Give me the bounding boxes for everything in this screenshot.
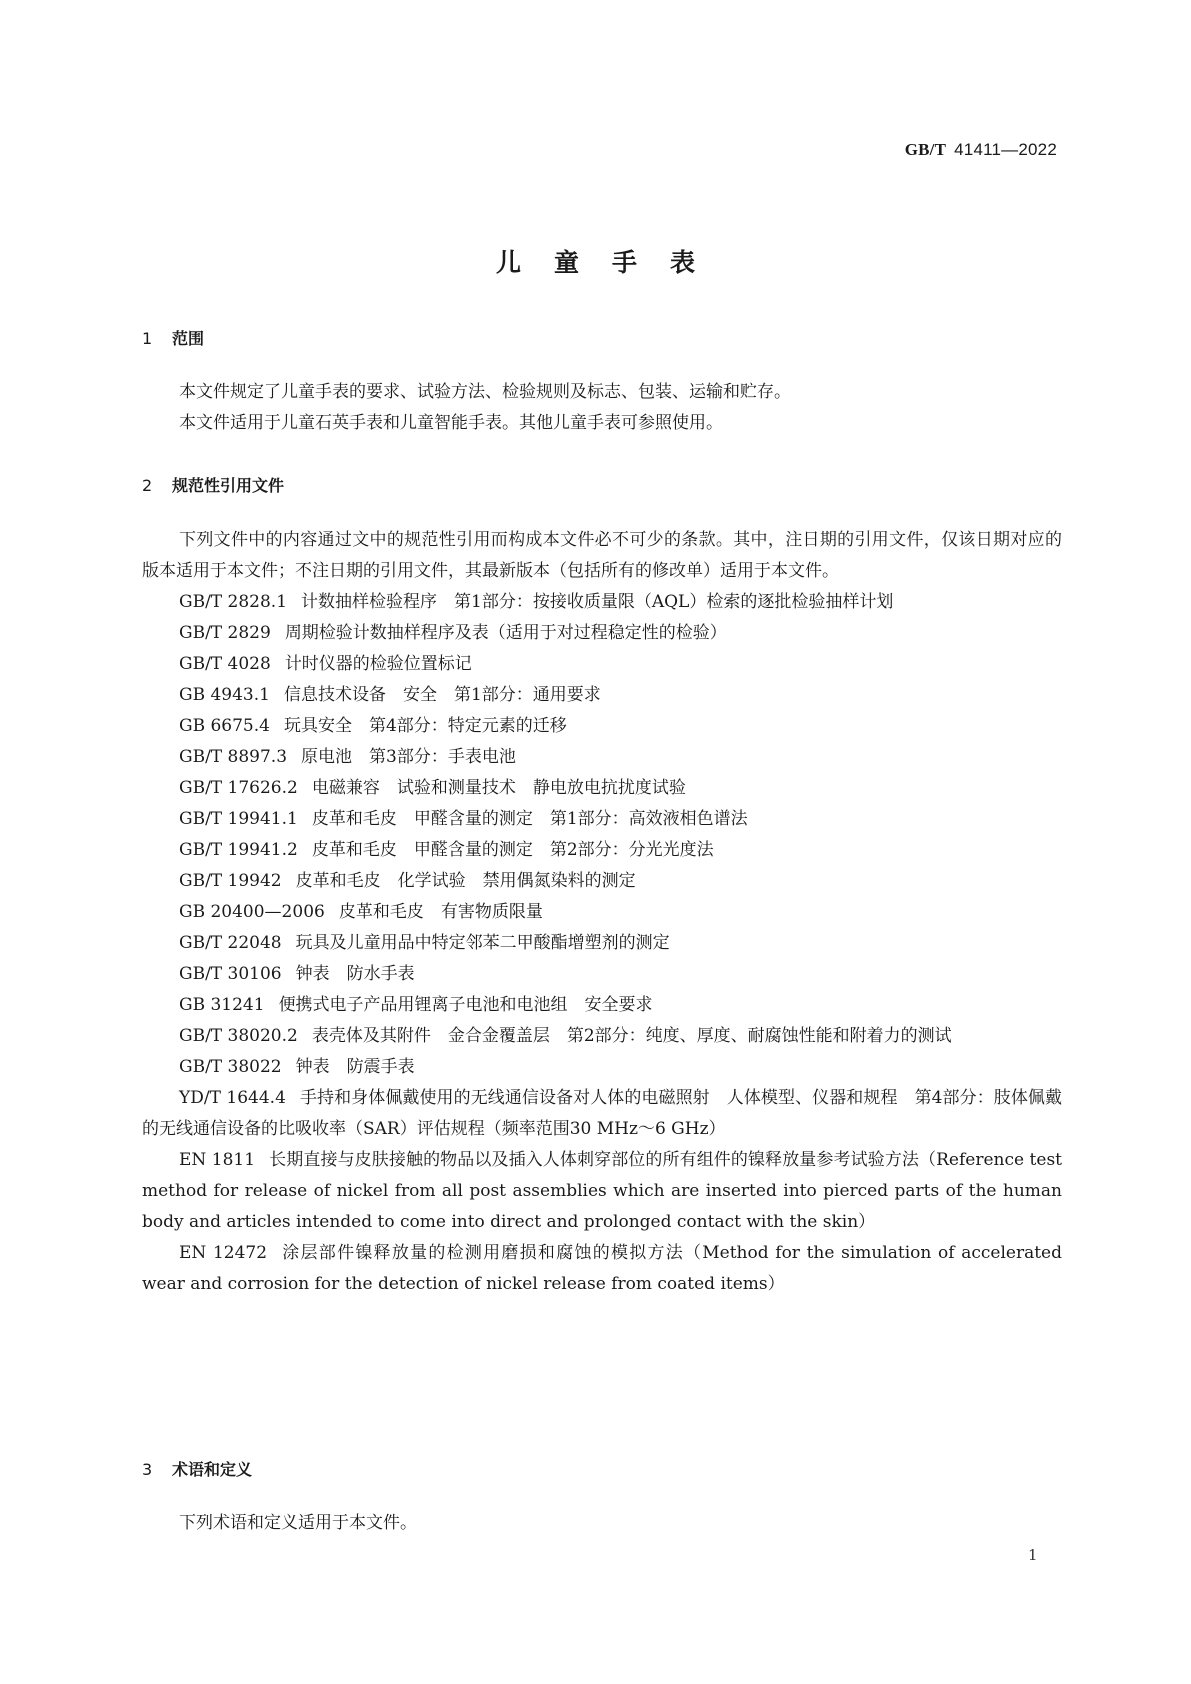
reference-code: EN 12472	[179, 1243, 268, 1263]
section-title: 规范性引用文件	[172, 476, 285, 495]
reference-title: 周期检验计数抽样程序及表（适用于对过程稳定性的检验）	[284, 623, 727, 643]
reference-code: GB 31241	[179, 995, 265, 1015]
reference-item	[142, 959, 1062, 990]
paragraph: 本文件规定了儿童手表的要求、试验方法、检验规则及标志、包装、运输和贮存。	[179, 382, 791, 402]
reference-item	[142, 711, 1062, 742]
reference-title: 皮革和毛皮 甲醛含量的测定 第1部分：高效液相色谱法	[311, 809, 748, 829]
reference-code: GB/T 38020.2	[179, 1026, 298, 1046]
reference-title: 涂层部件镍释放量的检测用磨损和腐蚀的模拟方法（Method for the simulation of accelerated wear and corrosion for the detection of nickel release from coated items）	[142, 1243, 1062, 1294]
reference-title: 计数抽样检验程序 第1部分：按接收质量限（AQL）检索的逐批检验抽样计划	[301, 592, 894, 612]
section-heading-scope	[142, 326, 204, 349]
reference-item	[142, 804, 1062, 835]
reference-code: GB/T 17626.2	[179, 778, 298, 798]
reference-list	[142, 587, 1062, 1300]
reference-item	[142, 866, 1062, 897]
reference-code: EN 1811	[179, 1150, 256, 1170]
section-body-scope	[142, 377, 1062, 439]
standard-code: 41411—2022	[954, 140, 1057, 159]
reference-code: GB 20400—2006	[179, 902, 325, 922]
section-body-normative-references	[142, 525, 1062, 1300]
reference-item	[142, 1052, 1062, 1083]
reference-code: GB/T 19941.1	[179, 809, 298, 829]
section-body-terms-definitions	[142, 1508, 1062, 1539]
intro-paragraph: 下列文件中的内容通过文中的规范性引用而构成本文件必不可少的条款。其中，注日期的引用文件，仅该日期对应的版本适用于本文件；不注日期的引用文件，其最新版本（包括所有的修改单）适用于本文件。	[142, 530, 1062, 581]
reference-item	[142, 680, 1062, 711]
reference-item	[142, 1238, 1062, 1300]
reference-code: GB/T 38022	[179, 1057, 282, 1077]
reference-code: GB/T 2829	[179, 623, 271, 643]
reference-code: GB 4943.1	[179, 685, 270, 705]
reference-title: 计时仪器的检验位置标记	[284, 654, 472, 674]
reference-item	[142, 773, 1062, 804]
reference-title: 皮革和毛皮 有害物质限量	[338, 902, 543, 922]
section-number: 3	[142, 1460, 153, 1479]
reference-title: 电磁兼容 试验和测量技术 静电放电抗扰度试验	[311, 778, 686, 798]
reference-title: 皮革和毛皮 化学试验 禁用偶氮染料的测定	[295, 871, 636, 891]
reference-code: YD/T 1644.4	[179, 1088, 286, 1108]
section-number: 2	[142, 476, 153, 495]
section-heading-normative-references	[142, 473, 284, 496]
reference-title: 长期直接与皮肤接触的物品以及插入人体刺穿部位的所有组件的镍释放量参考试验方法（Reference test method for release of nickel from all post assemblies which are inserted into pierced parts of the human body and articles intended to come into direct and prolonged contact with the skin）	[142, 1150, 1063, 1232]
section-number: 1	[142, 329, 153, 348]
reference-code: GB/T 19942	[179, 871, 282, 891]
reference-code: GB/T 8897.3	[179, 747, 288, 767]
reference-item	[142, 1083, 1062, 1145]
section-heading-terms-definitions	[142, 1457, 252, 1480]
reference-item	[142, 1021, 1062, 1052]
reference-code: GB/T 2828.1	[179, 592, 288, 612]
section-title: 术语和定义	[172, 1460, 253, 1479]
reference-code: GB/T 22048	[179, 933, 282, 953]
reference-title: 手持和身体佩戴使用的无线通信设备对人体的电磁照射 人体模型、仪器和规程 第4部分：肢体佩戴的无线通信设备的比吸收率（SAR）评估规程（频率范围30 MHz～6 GHz）	[142, 1088, 1062, 1139]
section-title: 范围	[172, 329, 205, 348]
standard-number	[905, 140, 1057, 160]
reference-code: GB/T 30106	[179, 964, 282, 984]
standard-prefix: GB/T	[904, 140, 947, 159]
reference-item	[142, 618, 1062, 649]
reference-title: 原电池 第3部分：手表电池	[301, 747, 516, 767]
reference-item	[142, 835, 1062, 866]
reference-item	[142, 990, 1062, 1021]
paragraph: 下列术语和定义适用于本文件。	[179, 1513, 417, 1533]
reference-item	[142, 742, 1062, 773]
paragraph: 本文件适用于儿童石英手表和儿童智能手表。其他儿童手表可参照使用。	[179, 413, 723, 433]
reference-title: 钟表 防水手表	[295, 964, 415, 984]
reference-item	[142, 587, 1062, 618]
reference-title: 玩具安全 第4部分：特定元素的迁移	[283, 716, 567, 736]
document-title: 儿童手表	[495, 248, 728, 277]
page-number: 1	[1028, 1546, 1038, 1564]
reference-item	[142, 928, 1062, 959]
reference-title: 信息技术设备 安全 第1部分：通用要求	[283, 685, 601, 705]
reference-title: 便携式电子产品用锂离子电池和电池组 安全要求	[278, 995, 653, 1015]
reference-title: 表壳体及其附件 金合金覆盖层 第2部分：纯度、厚度、耐腐蚀性能和附着力的测试	[311, 1026, 952, 1046]
reference-code: GB/T 19941.2	[179, 840, 298, 860]
reference-item	[142, 1145, 1062, 1238]
reference-item	[142, 649, 1062, 680]
reference-code: GB 6675.4	[179, 716, 270, 736]
reference-title: 玩具及儿童用品中特定邻苯二甲酸酯增塑剂的测定	[295, 933, 670, 953]
reference-item	[142, 897, 1062, 928]
reference-title: 皮革和毛皮 甲醛含量的测定 第2部分：分光光度法	[311, 840, 714, 860]
reference-title: 钟表 防震手表	[295, 1057, 415, 1077]
reference-code: GB/T 4028	[179, 654, 271, 674]
